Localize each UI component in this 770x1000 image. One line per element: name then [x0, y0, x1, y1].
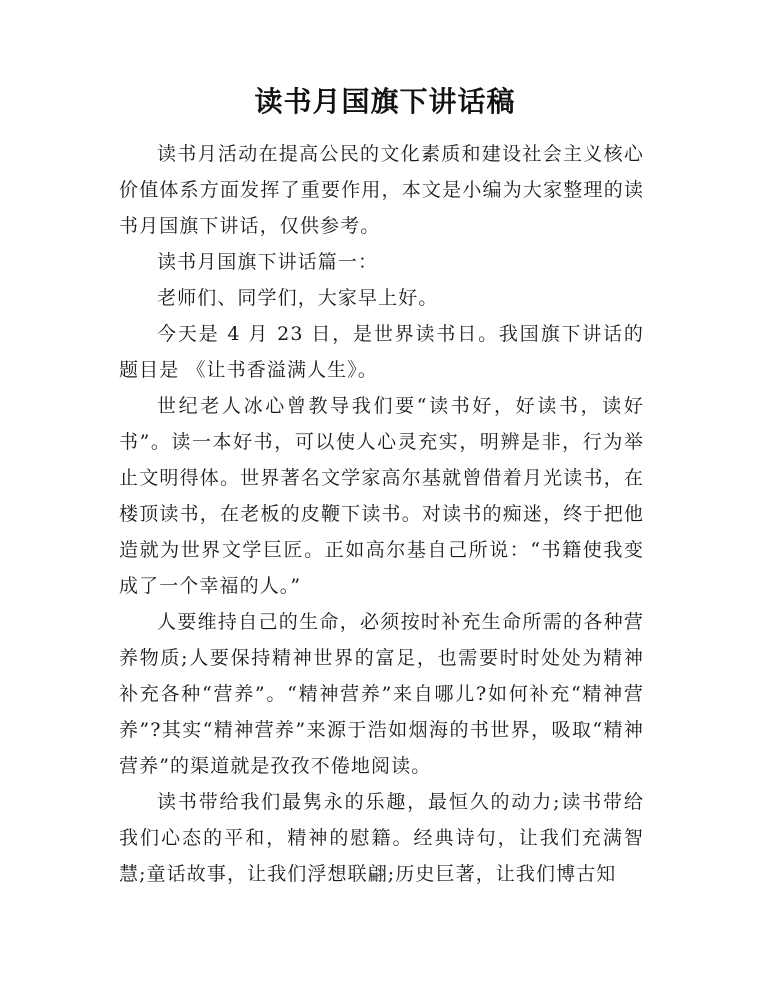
paragraph-section-heading: 读书月国旗下讲话篇一：	[157, 251, 379, 273]
document-title: 读书月国旗下讲话稿	[254, 85, 516, 118]
document-body	[119, 136, 644, 892]
paragraph-joy: 读书带给我们最隽永的乐趣，最恒久的动力;读书带给我们心态的平和，精神的慰籍。经典诗句，让我们充满智慧;童话故事，让我们浮想联翩;历史巨著，让我们博古知	[119, 791, 644, 885]
paragraph-nutrition: 人要维持自己的生命，必须按时补充生命所需的各种营养物质;人要保持精神世界的富足，也需要时时处处为精神补充各种“营养”。“精神营养”来自哪儿?如何补充“精神营养”?其实“精神营养”来源于浩如烟海的书世界，吸取“精神营养”的渠道就是孜孜不倦地阅读。	[119, 611, 644, 777]
paragraph-topic: 今天是 4 月 23 日，是世界读书日。我国旗下讲话的题目是 《让书香溢满人生》。	[119, 323, 644, 381]
paragraph-bingxin: 世纪老人冰心曾教导我们要“读书好，好读书，读好书”。读一本好书，可以使人心灵充实，明辨是非，行为举止文明得体。世界著名文学家高尔基就曾借着月光读书，在楼顶读书，在老板的皮鞭下读书。对读书的痴迷，终于把他造就为世界文学巨匠。正如高尔基自己所说：“书籍使我变成了一个幸福的人。”	[119, 395, 644, 597]
paragraph-intro: 读书月活动在提高公民的文化素质和建设社会主义核心价值体系方面发挥了重要作用，本文是小编为大家整理的读书月国旗下讲话，仅供参考。	[119, 143, 644, 237]
paragraph-greeting: 老师们、同学们，大家早上好。	[157, 287, 439, 309]
